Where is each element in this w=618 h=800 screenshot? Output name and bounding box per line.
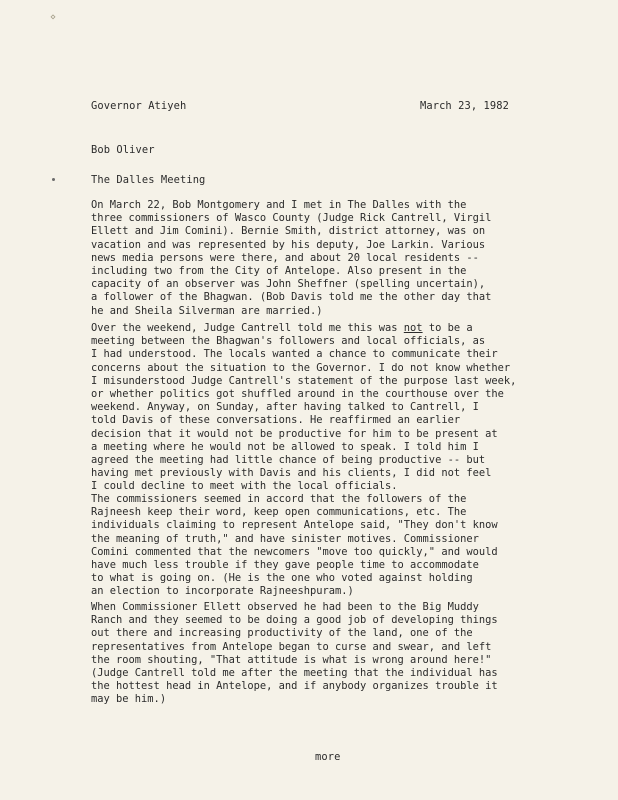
text-line: or whether politics got shuffled around in the courthouse over the bbox=[91, 388, 504, 401]
text-line: meeting between the Bhagwan's followers and local officials, as bbox=[91, 335, 486, 348]
text-line: The commissioners seemed in accord that the followers of the bbox=[91, 493, 467, 505]
text-line: I could decline to meet with the local officials. bbox=[91, 480, 398, 493]
text-line: (Judge Cantrell told me after the meeting that the individual has bbox=[91, 667, 498, 680]
text-line: agreed the meeting had little chance of being productive -- but bbox=[91, 454, 486, 467]
continuation-more: more bbox=[315, 751, 341, 763]
text-line: to what is going on. (He is the one who voted against holding bbox=[91, 572, 473, 585]
text-line: weekend. Anyway, on Sunday, after having talked to Cantrell, I bbox=[91, 401, 479, 414]
text-line: Over the weekend, Judge Cantrell told me this was not to be a bbox=[91, 322, 473, 334]
text-line: out there and increasing productivity of the land, one of the bbox=[91, 627, 473, 640]
text-line: the meaning of truth," and have sinister motives. Commissioner bbox=[91, 532, 479, 545]
text-line: Ellett and Jim Comini). Bernie Smith, district attorney, was on bbox=[91, 225, 486, 238]
paragraph-4 bbox=[91, 601, 561, 707]
text-line: told Davis of these conversations. He reaffirmed an earlier bbox=[91, 414, 461, 427]
text-line: decision that it would not be productive for him to be present at bbox=[91, 427, 498, 440]
text-line: news media persons were there, and about 20 local residents -- bbox=[91, 251, 479, 264]
text-line: Ranch and they seemed to be doing a good job of developing things bbox=[91, 614, 498, 627]
text-line: a follower of the Bhagwan. (Bob Davis told me the other day that bbox=[91, 291, 492, 304]
text-line: capacity of an observer was John Sheffner (spelling uncertain), bbox=[91, 278, 486, 291]
text-line: I had understood. The locals wanted a chance to communicate their bbox=[91, 348, 498, 361]
paragraph-2 bbox=[91, 322, 561, 494]
memo-date: March 23, 1982 bbox=[420, 100, 509, 112]
text-line: having met previously with Davis and his clients, I did not feel bbox=[91, 467, 492, 480]
margin-dot bbox=[52, 178, 55, 181]
text-line: vacation and was represented by his deputy, Joe Larkin. Various bbox=[91, 238, 486, 251]
corner-mark: ⋄ bbox=[50, 12, 57, 23]
text-line: individuals claiming to represent Antelope said, "They don't know bbox=[91, 519, 498, 532]
paragraph-3 bbox=[91, 493, 561, 599]
memo-subject: The Dalles Meeting bbox=[91, 174, 206, 186]
text-line: have much less trouble if they gave people time to accommodate bbox=[91, 559, 479, 572]
text-line: he and Sheila Silverman are married.) bbox=[91, 304, 323, 317]
text-line: three commissioners of Wasco County (Judge Rick Cantrell, Virgil bbox=[91, 212, 492, 225]
text-line: Comini commented that the newcomers "move too quickly," and would bbox=[91, 545, 498, 558]
text-line: representatives from Antelope began to curse and swear, and left bbox=[91, 640, 492, 653]
text-line: the hottest head in Antelope, and if anybody organizes trouble it bbox=[91, 680, 498, 693]
memo-from: Bob Oliver bbox=[91, 144, 155, 156]
text-line: concerns about the situation to the Governor. I do not know whether bbox=[91, 361, 511, 374]
text-line: a meeting where he would not be allowed to speak. I told him I bbox=[91, 440, 479, 453]
text-line: I misunderstood Judge Cantrell's statement of the purpose last week, bbox=[91, 374, 517, 387]
text-line: When Commissioner Ellett observed he had been to the Big Muddy bbox=[91, 601, 479, 613]
memo-to: Governor Atiyeh bbox=[91, 100, 187, 112]
text-line: may be him.) bbox=[91, 693, 167, 706]
text-line: On March 22, Bob Montgomery and I met in The Dalles with the bbox=[91, 199, 467, 211]
paragraph-1 bbox=[91, 199, 561, 318]
text-line: the room shouting, "That attitude is what is wrong around here!" bbox=[91, 653, 492, 666]
text-line: Rajneesh keep their word, keep open communications, etc. The bbox=[91, 506, 467, 519]
text-line: an election to incorporate Rajneeshpuram.) bbox=[91, 585, 354, 598]
text-line: including two from the City of Antelope. Also present in the bbox=[91, 265, 467, 278]
